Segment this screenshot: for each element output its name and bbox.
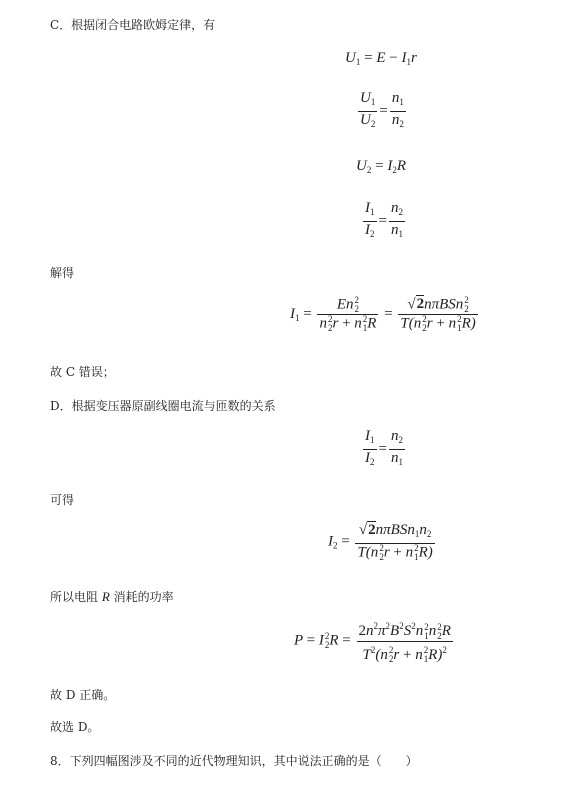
solve-label: 解得 (50, 266, 75, 280)
equation-i2-solution: $I_2$ = $√2n\pi BSn_1n_2$ T(n 2 2 r + n 2 1 R) (328, 522, 433, 562)
equation-i1-solution: $I_1$ = En 2 2 n 2 2 r + n 2 1 R = √2nπBSn 2 2 T(n 2 2 r + n 2 1 R) (290, 295, 476, 333)
option-d-intro: D．根据变压器原副线圈电流与匝数的关系 (50, 399, 276, 413)
option-c-conclusion: 故 C 错误； (50, 365, 115, 379)
equation-u1: $U_1 = E - I_1r$ (345, 50, 417, 67)
final-answer: 故选 D。 (50, 720, 100, 734)
power-intro: 所以电阻 R 消耗的功率 (50, 589, 174, 604)
equation-current-ratio-d: $\frac{I_1}{I_2}$ = $\frac{n_2}{n_1}$ (365, 428, 403, 467)
equation-voltage-ratio: $\frac{U_1}{U_2}$ = $\frac{n_1}{n_2}$ (360, 90, 404, 129)
question-8: 8．下列四幅图涉及不同的近代物理知识，其中说法正确的是（ ） (50, 754, 418, 768)
equation-current-ratio: $\frac{I_1}{I_2}$ = $\frac{n_2}{n_1}$ (365, 200, 403, 239)
derive-label: 可得 (50, 493, 75, 507)
option-d-conclusion: 故 D 正确。 (50, 688, 116, 702)
option-c-intro: C．根据闭合电路欧姆定律，有 (50, 18, 216, 32)
equation-u2: $U_2 = I_2R$ (356, 158, 406, 175)
equation-power: P = I 2 2 R = $2n^2\pi^2B^2S^2n$ 2 1 n 2 2 R $T^2(n$ 2 2 r + n 2 1 R)$^2$ (294, 618, 455, 664)
